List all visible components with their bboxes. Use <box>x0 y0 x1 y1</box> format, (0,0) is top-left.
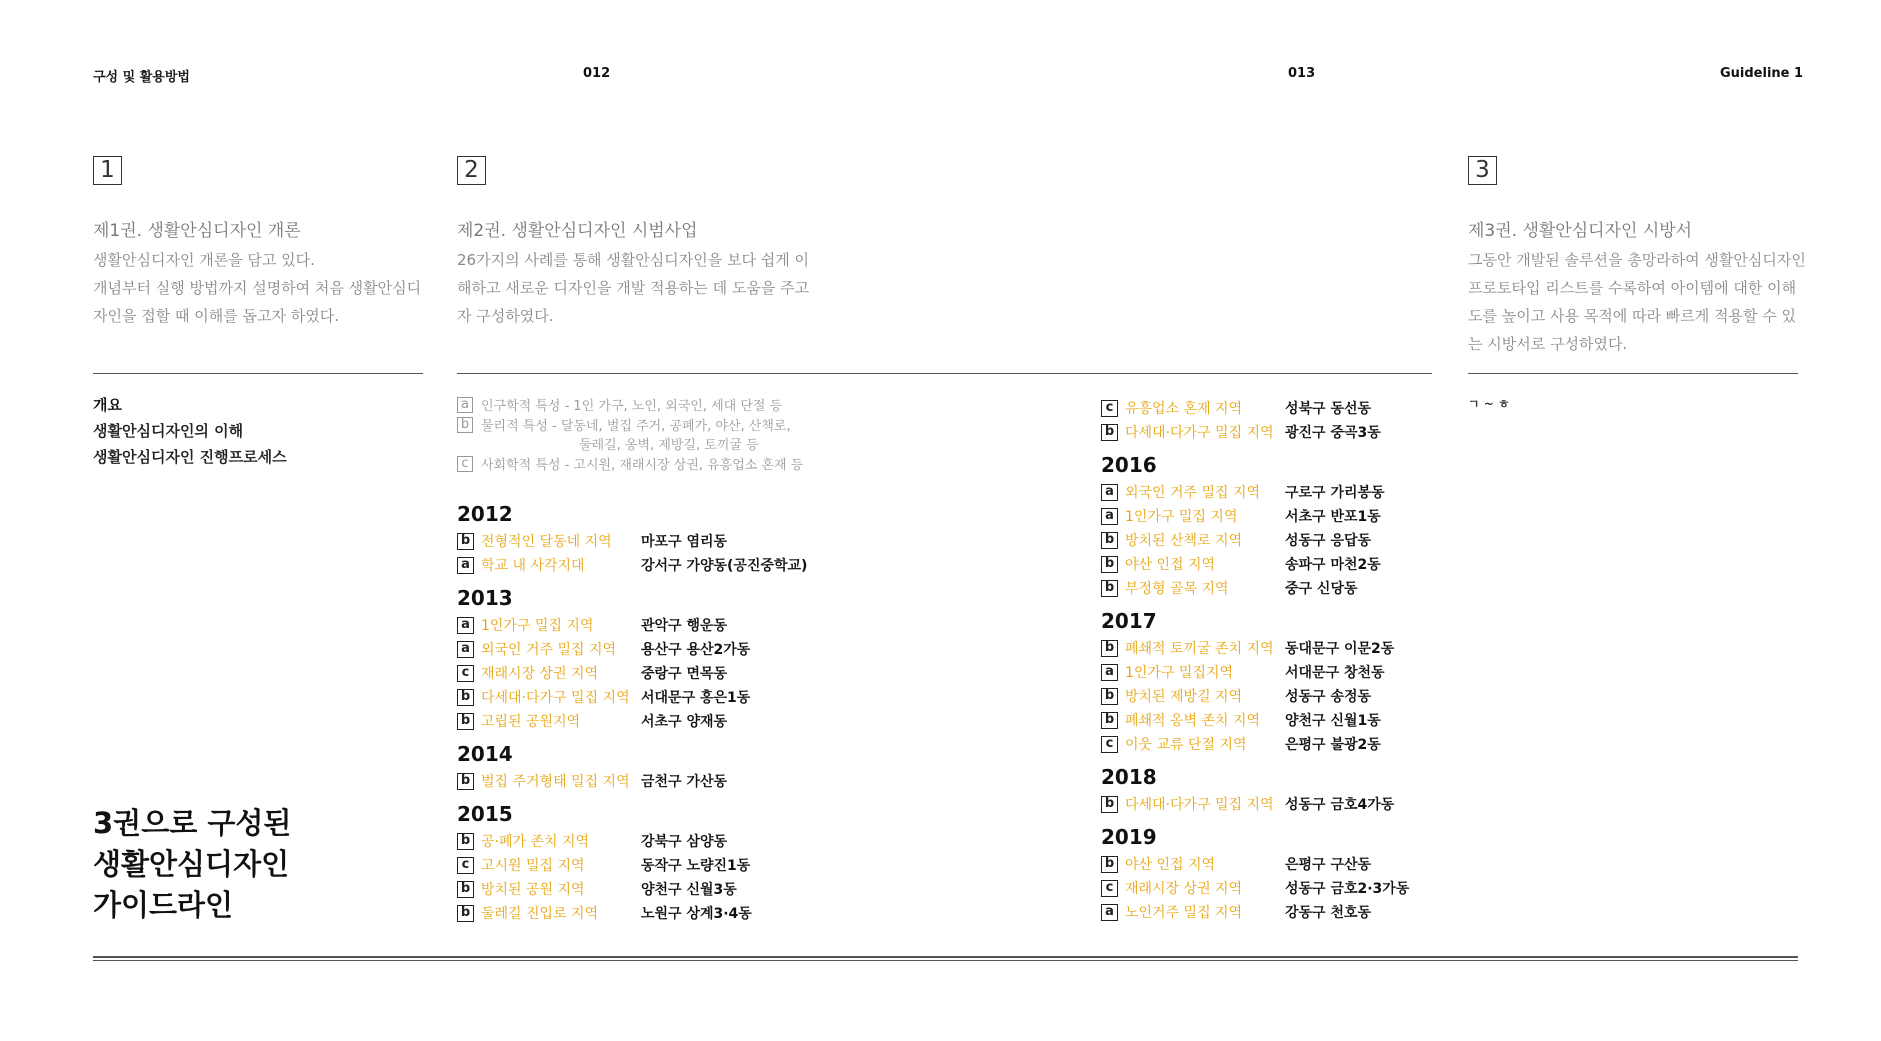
project-entry <box>457 613 837 637</box>
big-title-line: 가이드라인 <box>93 888 234 922</box>
desc-line: 자인을 접할 때 이해를 돕고자 하였다. <box>93 307 339 325</box>
project-category: 부정형 골목 지역 <box>1125 581 1229 597</box>
project-entry <box>457 529 837 553</box>
project-entry <box>1101 636 1481 660</box>
project-category: 야산 인접 지역 <box>1125 557 1216 573</box>
year-heading: 2019 <box>1101 825 1157 849</box>
project-location: 강동구 천호동 <box>1285 905 1372 921</box>
year-heading: 2017 <box>1101 609 1157 633</box>
project-location: 중구 신당동 <box>1285 581 1358 597</box>
category-type-badge: a <box>1101 664 1118 681</box>
project-location: 송파구 마천2동 <box>1285 557 1381 573</box>
project-category: 1인가구 밀집지역 <box>1125 665 1234 681</box>
legend-line: 인구학적 특성 - 1인 가구, 노인, 외국인, 세대 단절 등 <box>481 399 783 414</box>
category-type-badge: b <box>1101 856 1118 873</box>
category-type-badge: a <box>457 557 474 574</box>
project-category: 방치된 산책로 지역 <box>1125 533 1243 549</box>
legend-line: 물리적 특성 - 달동네, 벌집 주거, 공폐가, 야산, 산책로, <box>481 419 791 434</box>
project-location: 서대문구 창천동 <box>1285 665 1385 681</box>
overview-item: 생활안심디자인 진행프로세스 <box>93 448 287 466</box>
project-location: 성동구 금호4가동 <box>1285 797 1395 813</box>
project-location: 관악구 행운동 <box>641 618 728 634</box>
project-entry <box>1101 480 1481 504</box>
project-category: 방치된 제방길 지역 <box>1125 689 1243 705</box>
project-location: 성북구 동선동 <box>1285 401 1372 417</box>
project-category: 공·폐가 존치 지역 <box>481 834 590 850</box>
timeline-column-left <box>457 493 837 925</box>
legend-key: c <box>457 456 473 472</box>
category-type-badge: c <box>457 857 474 874</box>
project-category: 벌집 주거형태 밀집 지역 <box>481 774 630 790</box>
project-category: 고립된 공원지역 <box>481 714 581 730</box>
project-location: 성동구 송정동 <box>1285 689 1372 705</box>
section-label: 구성 및 활용방법 <box>93 70 190 85</box>
timeline-column-right <box>1101 396 1481 924</box>
category-type-badge: b <box>457 905 474 922</box>
desc-line: 도를 높이고 사용 목적에 따라 빠르게 적용할 수 있 <box>1468 307 1796 325</box>
project-entry <box>1101 396 1481 420</box>
overview-list <box>93 418 287 470</box>
project-category: 재래시장 상권 지역 <box>1125 881 1243 897</box>
category-type-badge: b <box>457 713 474 730</box>
project-location: 양천구 신월1동 <box>1285 713 1381 729</box>
project-category: 이웃 교류 단절 지역 <box>1125 737 1247 753</box>
project-location: 동대문구 이문2동 <box>1285 641 1395 657</box>
legend-row <box>457 456 877 475</box>
legend-line: 둘레길, 옹벽, 제방길, 토끼굴 등 <box>579 438 759 453</box>
project-entry <box>1101 900 1481 924</box>
category-type-badge: b <box>1101 424 1118 441</box>
category-type-badge: b <box>1101 556 1118 573</box>
project-location: 동작구 노량진1동 <box>641 858 751 874</box>
divider <box>93 373 423 374</box>
category-type-badge: b <box>457 533 474 550</box>
project-location: 구로구 가리봉동 <box>1285 485 1385 501</box>
project-entry <box>1101 708 1481 732</box>
year-heading: 2012 <box>457 502 513 526</box>
desc-line: 개념부터 실행 방법까지 설명하여 처음 생활안심디 <box>93 279 422 297</box>
category-type-badge: c <box>457 665 474 682</box>
project-entry <box>1101 792 1481 816</box>
project-category: 둘레길 진입로 지역 <box>481 906 599 922</box>
project-location: 용산구 용산2가동 <box>641 642 751 658</box>
project-entry <box>457 709 837 733</box>
project-category: 방치된 공원 지역 <box>481 882 585 898</box>
project-category: 재래시장 상권 지역 <box>481 666 599 682</box>
project-location: 금천구 가산동 <box>641 774 728 790</box>
category-type-badge: a <box>457 641 474 658</box>
project-entry <box>457 901 837 925</box>
project-entry <box>1101 684 1481 708</box>
overview-item: 생활안심디자인의 이해 <box>93 422 244 440</box>
desc-line: 그동안 개발된 솔루션을 총망라하여 생활안심디자인 <box>1468 251 1806 269</box>
project-entry <box>1101 528 1481 552</box>
category-type-badge: b <box>457 773 474 790</box>
category-type-badge: b <box>457 881 474 898</box>
category-type-badge: b <box>1101 688 1118 705</box>
category-type-badge: b <box>1101 712 1118 729</box>
category-type-badge: a <box>1101 508 1118 525</box>
volume-1-description <box>93 246 433 330</box>
divider <box>457 373 1432 374</box>
category-type-badge: b <box>1101 796 1118 813</box>
big-title-line: 생활안심디자인 <box>93 847 290 881</box>
project-entry <box>1101 576 1481 600</box>
project-location: 마포구 염리동 <box>641 534 728 550</box>
desc-line: 해하고 새로운 디자인을 개발 적용하는 데 도움을 주고 <box>457 279 810 297</box>
overview-heading: 개요 <box>93 396 122 414</box>
category-type-badge: b <box>1101 580 1118 597</box>
desc-line: 26가지의 사례를 통해 생활안심디자인을 보다 쉽게 이 <box>457 251 809 269</box>
category-type-badge: c <box>1101 400 1118 417</box>
project-location: 광진구 중곡3동 <box>1285 425 1381 441</box>
index-note: ㄱ ~ ㅎ <box>1468 397 1510 411</box>
legend-key: a <box>457 397 473 413</box>
volume-3-number: 3 <box>1468 156 1497 185</box>
volume-2-number: 2 <box>457 156 486 185</box>
category-type-badge: c <box>1101 880 1118 897</box>
category-type-badge: a <box>1101 904 1118 921</box>
legend-text <box>481 417 791 455</box>
page-number-left: 012 <box>583 66 611 81</box>
project-category: 유흥업소 혼재 지역 <box>1125 401 1243 417</box>
project-category: 야산 인접 지역 <box>1125 857 1216 873</box>
project-category: 노인거주 밀집 지역 <box>1125 905 1243 921</box>
project-entry <box>457 661 837 685</box>
project-entry <box>1101 552 1481 576</box>
project-category: 고시원 밀집 지역 <box>481 858 585 874</box>
project-entry <box>457 877 837 901</box>
project-location: 성동구 금호2·3가동 <box>1285 881 1410 897</box>
project-location: 노원구 상계3·4동 <box>641 906 752 922</box>
legend-row <box>457 417 877 455</box>
legend-row <box>457 397 877 416</box>
project-category: 다세대·다가구 밀집 지역 <box>1125 425 1274 441</box>
project-entry <box>1101 504 1481 528</box>
page-number-right: 013 <box>1288 66 1316 81</box>
project-entry <box>457 553 837 577</box>
project-category: 1인가구 밀집 지역 <box>1125 509 1238 525</box>
volume-1-number: 1 <box>93 156 122 185</box>
project-entry <box>457 685 837 709</box>
desc-line: 생활안심디자인 개론을 담고 있다. <box>93 251 315 269</box>
category-type-badge: b <box>457 833 474 850</box>
category-type-badge: b <box>1101 640 1118 657</box>
project-entry <box>1101 732 1481 756</box>
project-category: 외국인 거주 밀집 지역 <box>481 642 617 658</box>
volume-3-description <box>1468 246 1828 358</box>
project-entry <box>1101 420 1481 444</box>
project-category: 폐쇄적 토끼굴 존치 지역 <box>1125 641 1274 657</box>
year-heading: 2013 <box>457 586 513 610</box>
desc-line: 자 구성하였다. <box>457 307 554 325</box>
desc-line: 는 시방서로 구성하였다. <box>1468 335 1628 353</box>
project-location: 양천구 신월3동 <box>641 882 737 898</box>
year-heading: 2018 <box>1101 765 1157 789</box>
guideline-label: Guideline 1 <box>1720 66 1804 81</box>
divider <box>1468 373 1798 374</box>
project-entry <box>1101 660 1481 684</box>
category-type-badge: b <box>1101 532 1118 549</box>
volume-2-description <box>457 246 837 330</box>
project-location: 은평구 구산동 <box>1285 857 1372 873</box>
year-heading: 2016 <box>1101 453 1157 477</box>
project-entry <box>457 769 837 793</box>
project-category: 학교 내 사각지대 <box>481 558 585 574</box>
project-category: 다세대·다가구 밀집 지역 <box>481 690 630 706</box>
volume-1-title: 제1권. 생활안심디자인 개론 <box>93 221 301 241</box>
category-type-badge: b <box>457 689 474 706</box>
bottom-rule <box>93 960 1798 961</box>
legend-key: b <box>457 417 473 433</box>
desc-line: 프로토타입 리스트를 수록하여 아이템에 대한 이해 <box>1468 279 1797 297</box>
legend-line: 사회학적 특성 - 고시원, 재래시장 상권, 유흥업소 혼재 등 <box>481 458 804 473</box>
project-category: 전형적인 달동네 지역 <box>481 534 612 550</box>
category-legend <box>457 397 877 475</box>
big-title <box>93 803 291 926</box>
project-location: 성동구 응답동 <box>1285 533 1372 549</box>
volume-2-title: 제2권. 생활안심디자인 시범사업 <box>457 221 698 241</box>
project-entry <box>1101 876 1481 900</box>
year-heading: 2014 <box>457 742 513 766</box>
year-heading: 2015 <box>457 802 513 826</box>
legend-text <box>481 456 803 475</box>
project-entry <box>1101 852 1481 876</box>
project-location: 강서구 가양동(공진중학교) <box>641 558 808 574</box>
legend-text <box>481 397 782 416</box>
category-type-badge: c <box>1101 736 1118 753</box>
project-location: 서대문구 홍은1동 <box>641 690 751 706</box>
project-location: 은평구 불광2동 <box>1285 737 1381 753</box>
project-category: 다세대·다가구 밀집 지역 <box>1125 797 1274 813</box>
project-category: 1인가구 밀집 지역 <box>481 618 594 634</box>
volume-3-title: 제3권. 생활안심디자인 시방서 <box>1468 221 1693 241</box>
category-type-badge: a <box>457 617 474 634</box>
project-location: 서초구 반포1동 <box>1285 509 1381 525</box>
category-type-badge: a <box>1101 484 1118 501</box>
project-entry <box>457 637 837 661</box>
project-category: 외국인 거주 밀집 지역 <box>1125 485 1261 501</box>
project-category: 폐쇄적 옹벽 존치 지역 <box>1125 713 1261 729</box>
project-location: 서초구 양재동 <box>641 714 728 730</box>
project-entry <box>457 853 837 877</box>
bottom-rule <box>93 956 1798 958</box>
project-location: 중랑구 면목동 <box>641 666 728 682</box>
project-entry <box>457 829 837 853</box>
big-title-line: 3권으로 구성된 <box>93 806 292 840</box>
project-location: 강북구 삼양동 <box>641 834 728 850</box>
